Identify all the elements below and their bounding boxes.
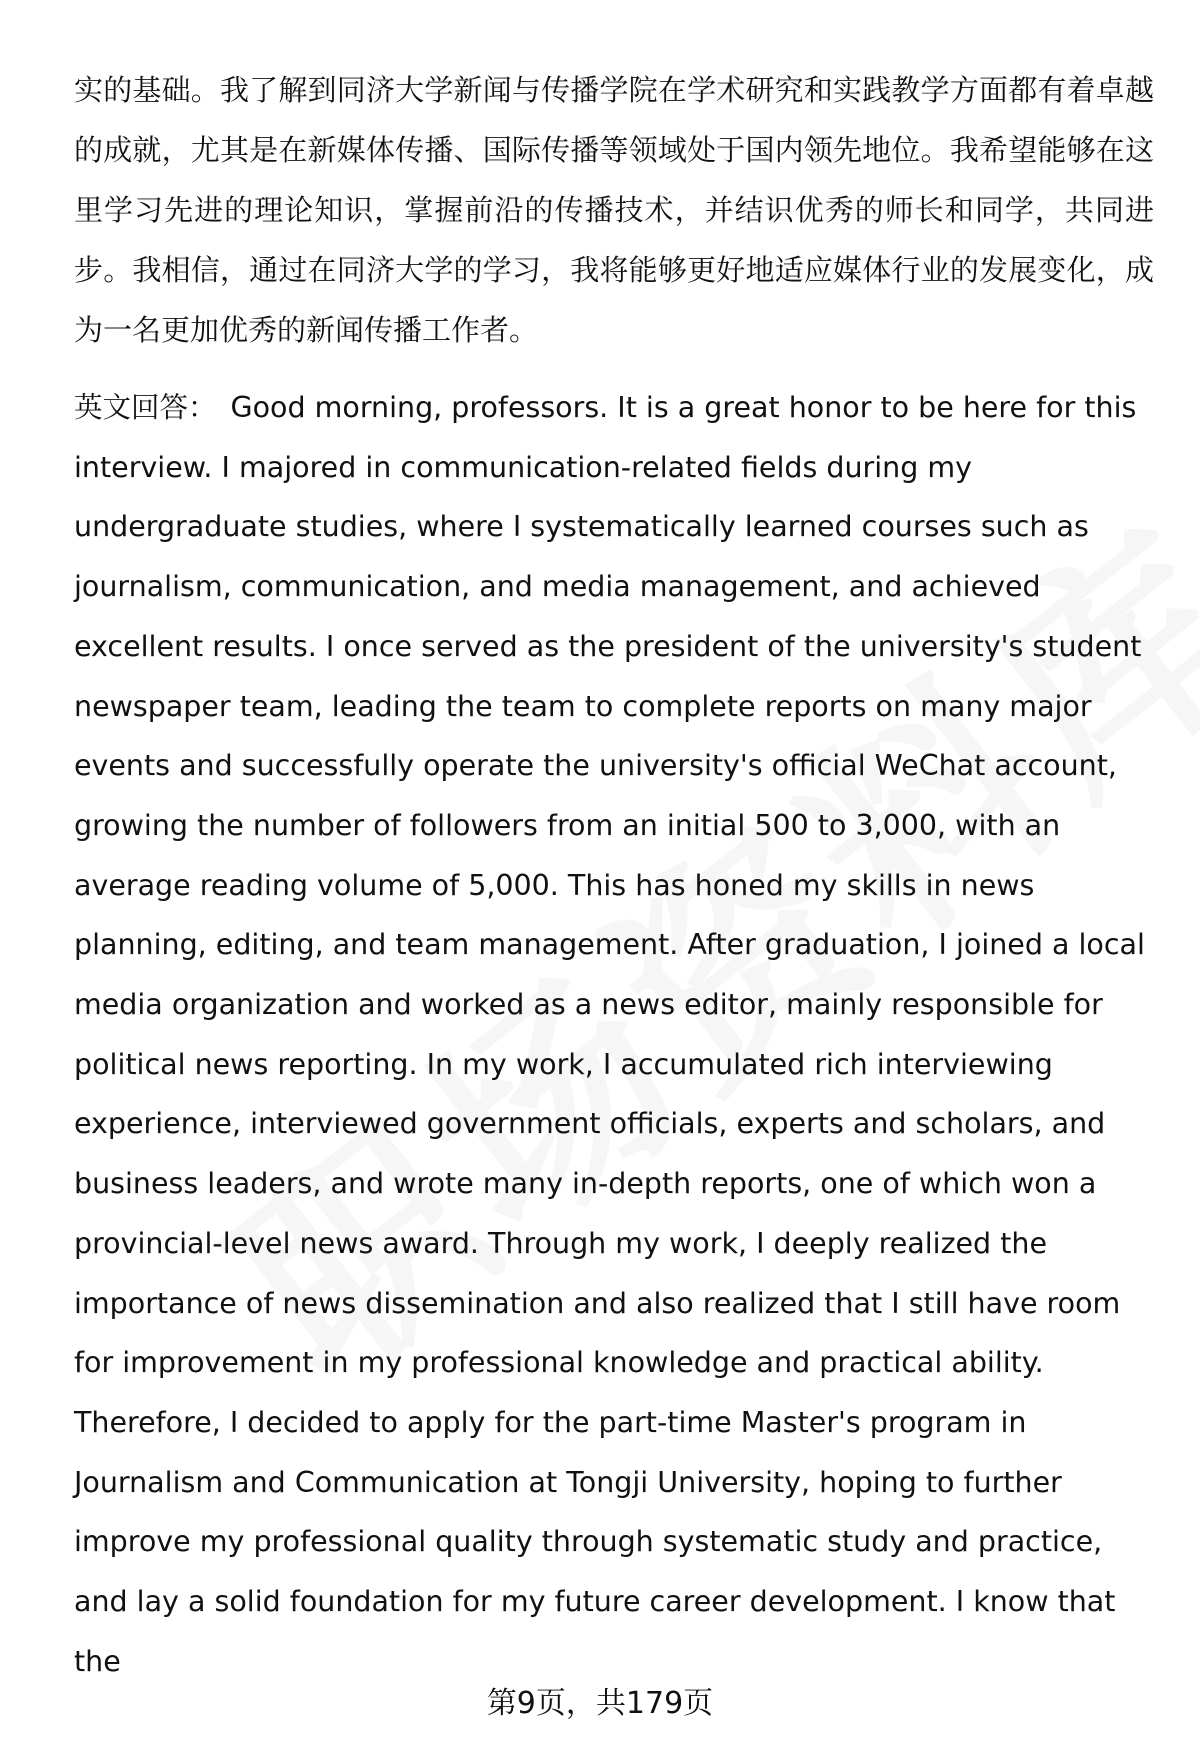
english-answer-paragraph [74, 378, 1154, 1691]
english-answer-text: Good morning, professors. It is a great honor to be here for this interview. I majored in communication-related fields during my undergraduate studies, where I systematically learned courses such as journalism, communication, and media management, and achieved excellent results. I once served as the president of the university's student newspaper team, leading the team to complete reports on many major events and successfully operate the university's official WeChat account, growing the number of followers from an initial 500 to 3,000, with an average reading volume of 5,000. This has honed my skills in news planning, editing, and team management. After graduation, I joined a local media organization and worked as a news editor, mainly responsible for political news reporting. In my work, I accumulated rich interviewing experience, interviewed government officials, experts and scholars, and business leaders, and wrote many in-depth reports, one of which won a provincial-level news award. Through my work, I deeply realized the importance of news dissemination and also realized that I still have room for improvement in my professional knowledge and practical ability. Therefore, I decided to apply for the part-time Master's program in Journalism and Communication at Tongji University, hoping to further improve my professional quality through systematic study and practice, and lay a solid foundation for my future career development. I know that the [74, 391, 1145, 1678]
chinese-answer-paragraph: 实的基础。我了解到同济大学新闻与传播学院在学术研究和实践教学方面都有着卓越的成就，尤其是在新媒体传播、国际传播等领域处于国内领先地位。我希望能够在这里学习先进的理论知识，掌握前沿的传播技术，并结识优秀的师长和同学，共同进步。我相信，通过在同济大学的学习，我将能够更好地适应媒体行业的发展变化，成为一名更加优秀的新闻传播工作者。 [74, 73, 1154, 347]
english-answer-label: 英文回答： [74, 391, 217, 424]
page-number-footer: 第9页，共179页 [486, 1686, 714, 1721]
document-body [74, 60, 1154, 1691]
